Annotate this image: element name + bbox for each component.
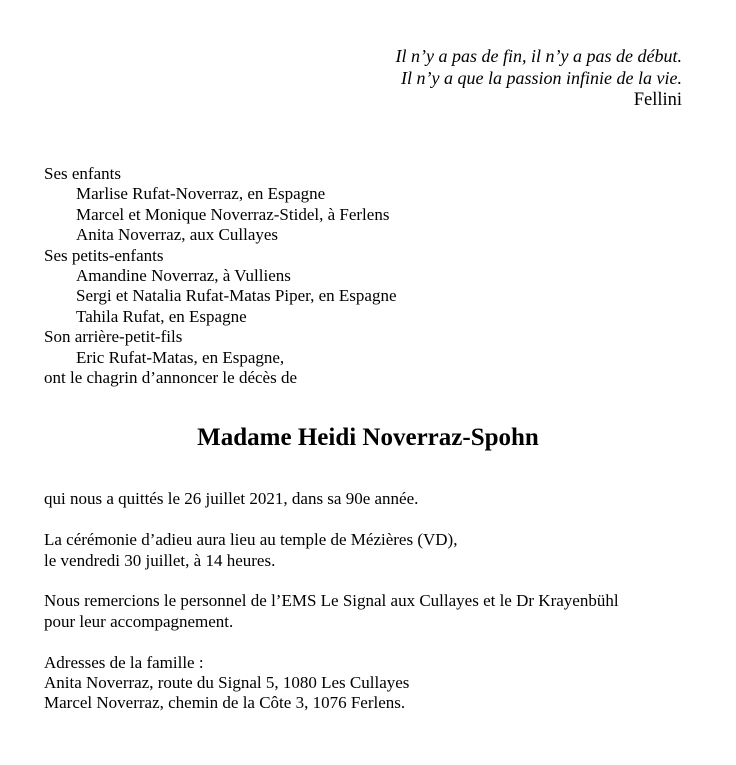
announcement-body <box>44 489 696 713</box>
family-member: Amandine Noverraz, à Vulliens <box>76 266 291 286</box>
addresses-paragraph <box>44 653 696 714</box>
thanks-paragraph <box>44 591 696 632</box>
epigraph-line-2: Il n’y a que la passion infinie de la vie. <box>401 68 682 88</box>
family-group-label-children: Ses enfants <box>44 164 121 183</box>
death-date-line: qui nous a quittés le 26 juillet 2021, dans sa 90e année. <box>44 489 419 509</box>
announcement-closing-line: ont le chagrin d’annoncer le décès de <box>44 368 297 388</box>
family-member: Tahila Rufat, en Espagne <box>76 306 247 326</box>
family-member: Eric Rufat-Matas, en Espagne, <box>76 347 285 367</box>
deceased-name: Madame Heidi Noverraz-Spohn <box>197 424 539 452</box>
ceremony-paragraph <box>44 530 696 571</box>
thanks-line-1: Nous remercions le personnel de l’EMS Le Signal aux Cullayes et le Dr Krayenbühl <box>44 591 619 611</box>
ceremony-line-2: le vendredi 30 juillet, à 14 heures. <box>44 550 276 570</box>
family-member: Sergi et Natalia Rufat-Matas Piper, en Espagne <box>76 286 397 306</box>
family-member: Marlise Rufat-Noverraz, en Espagne <box>76 184 326 204</box>
epigraph-line-1: Il n’y a pas de fin, il n’y a pas de début. <box>395 46 682 66</box>
addresses-label: Adresses de la famille : <box>44 652 204 672</box>
family-member: Marcel et Monique Noverraz-Stidel, à Ferlens <box>76 204 390 224</box>
epigraph-attribution: Fellini <box>633 90 682 110</box>
address-line-2: Marcel Noverraz, chemin de la Côte 3, 1076 Ferlens. <box>44 693 406 713</box>
address-line-1: Anita Noverraz, route du Signal 5, 1080 Les Cullayes <box>44 673 410 693</box>
family-group-label-great-grandson: Son arrière-petit-fils <box>44 327 183 347</box>
epigraph <box>0 0 682 111</box>
thanks-line-2: pour leur accompagnement. <box>44 611 234 631</box>
ceremony-line-1: La cérémonie d’adieu aura lieu au temple de Mézières (VD), <box>44 530 458 550</box>
family-list <box>44 164 736 388</box>
family-member: Anita Noverraz, aux Cullayes <box>76 225 279 245</box>
family-group-label-grandchildren: Ses petits-enfants <box>44 245 164 265</box>
